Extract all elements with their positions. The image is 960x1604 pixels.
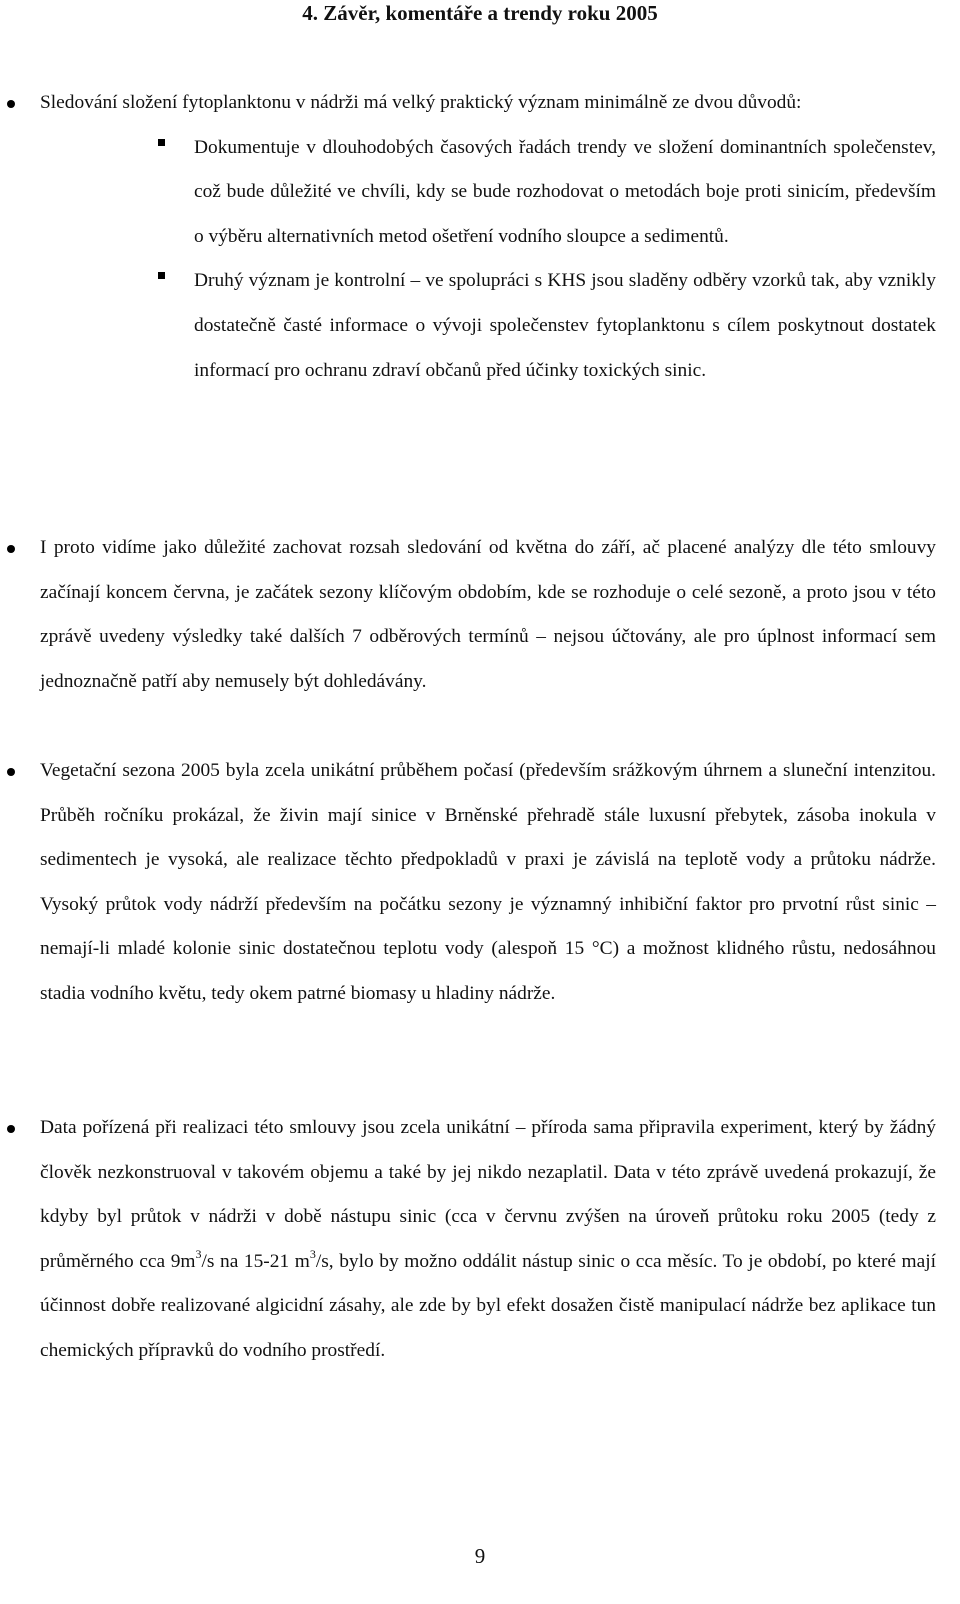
sub-bullet-1: Dokumentuje v dlouhodobých časových řadách trendy ve složení dominantních společenstev, což bude důležité ve chvíli, kdy se bude rozhodovat o metodách boje proti sinicím, především o výběru alternativních metod ošetření vodního sloupce a sedimentů. [194, 126, 936, 260]
bullet4-part1: Data pořízená při realizaci této smlouvy jsou zcela unikátní – příroda sama připravila experiment, který by žádný člověk nezkonstruoval v takovém objemu a také by jej nikdo nezaplatil. Data v této zprávě uvedená prokazují, že kdyby byl průtok v nádrži v době nástupu sinic (cca v červnu zvýšen na úroveň průtoku roku 2005 (tedy z průměrného cca 9m [40, 1117, 936, 1272]
sub-bullet-2: Druhý význam je kontrolní – ve spolupráci s KHS jsou sladěny odběry vzorků tak, aby vznikly dostatečně časté informace o vývoji společenstev fytoplanktonu s cílem poskytnout dostatek informací pro ochranu zdraví občanů před účinky toxických sinic. [194, 259, 936, 393]
bullet-paragraph-3 [40, 749, 936, 1017]
superscript-cubed-2: 3 [309, 1246, 316, 1261]
bullet-paragraph-2 [40, 526, 936, 704]
bullet-paragraph-4 [40, 1106, 936, 1374]
bullet-text-2: I proto vidíme jako důležité zachovat rozsah sledování od května do září, ač placené analýzy dle této smlouvy začínají koncem června, je začátek sezony klíčovým obdobím, kde se rozhoduje o celé sezoně, a proto jsou v této zprávě uvedeny výsledky také dalších 7 odběrových termínů – nejsou účtovány, ale pro úplnost informací sem jednoznačně patří aby nemusely být dohledávány. [40, 526, 936, 704]
superscript-cubed-1: 3 [195, 1246, 202, 1261]
page-title: 4. Závěr, komentáře a trendy roku 2005 [302, 1, 658, 25]
bullet-text-1: Sledování složení fytoplanktonu v nádrži má velký praktický význam minimálně ze dvou důvodů: [40, 81, 936, 126]
bullet-paragraph-1 [40, 81, 936, 393]
page-number: 9 [474, 1544, 486, 1568]
bullet-text-4 [40, 1106, 936, 1374]
bullet4-part3: /s, bylo by možno oddálit nástup sinic o cca měsíc. To je období, po které mají účinnost dobře realizované algicidní zásahy, ale zde by byl efekt dosažen čistě manipulací nádrže bez aplikace tun chemických přípravků do vodního prostředí. [40, 1250, 936, 1361]
bullet4-part2: /s na 15-21 m [201, 1250, 310, 1272]
bullet-text-3: Vegetační sezona 2005 byla zcela unikátní průběhem počasí (především srážkovým úhrnem a sluneční intenzitou. Průběh ročníku prokázal, že živin mají sinice v Brněnské přehradě stále luxusní přebytek, zásoba inokula v sedimentech je vysoká, ale realizace těchto předpokladů v praxi je závislá na teplotě vody a průtoku nádrže. Vysoký průtok vody nádrží především na počátku sezony je významný inhibiční faktor pro prvotní růst sinic – nemají-li mladé kolonie sinic dostatečnou teplotu vody (alespoň 15 °C) a možnost klidného růstu, nedosáhnou stadia vodního květu, tedy okem patrné biomasy u hladiny nádrže. [40, 749, 936, 1017]
